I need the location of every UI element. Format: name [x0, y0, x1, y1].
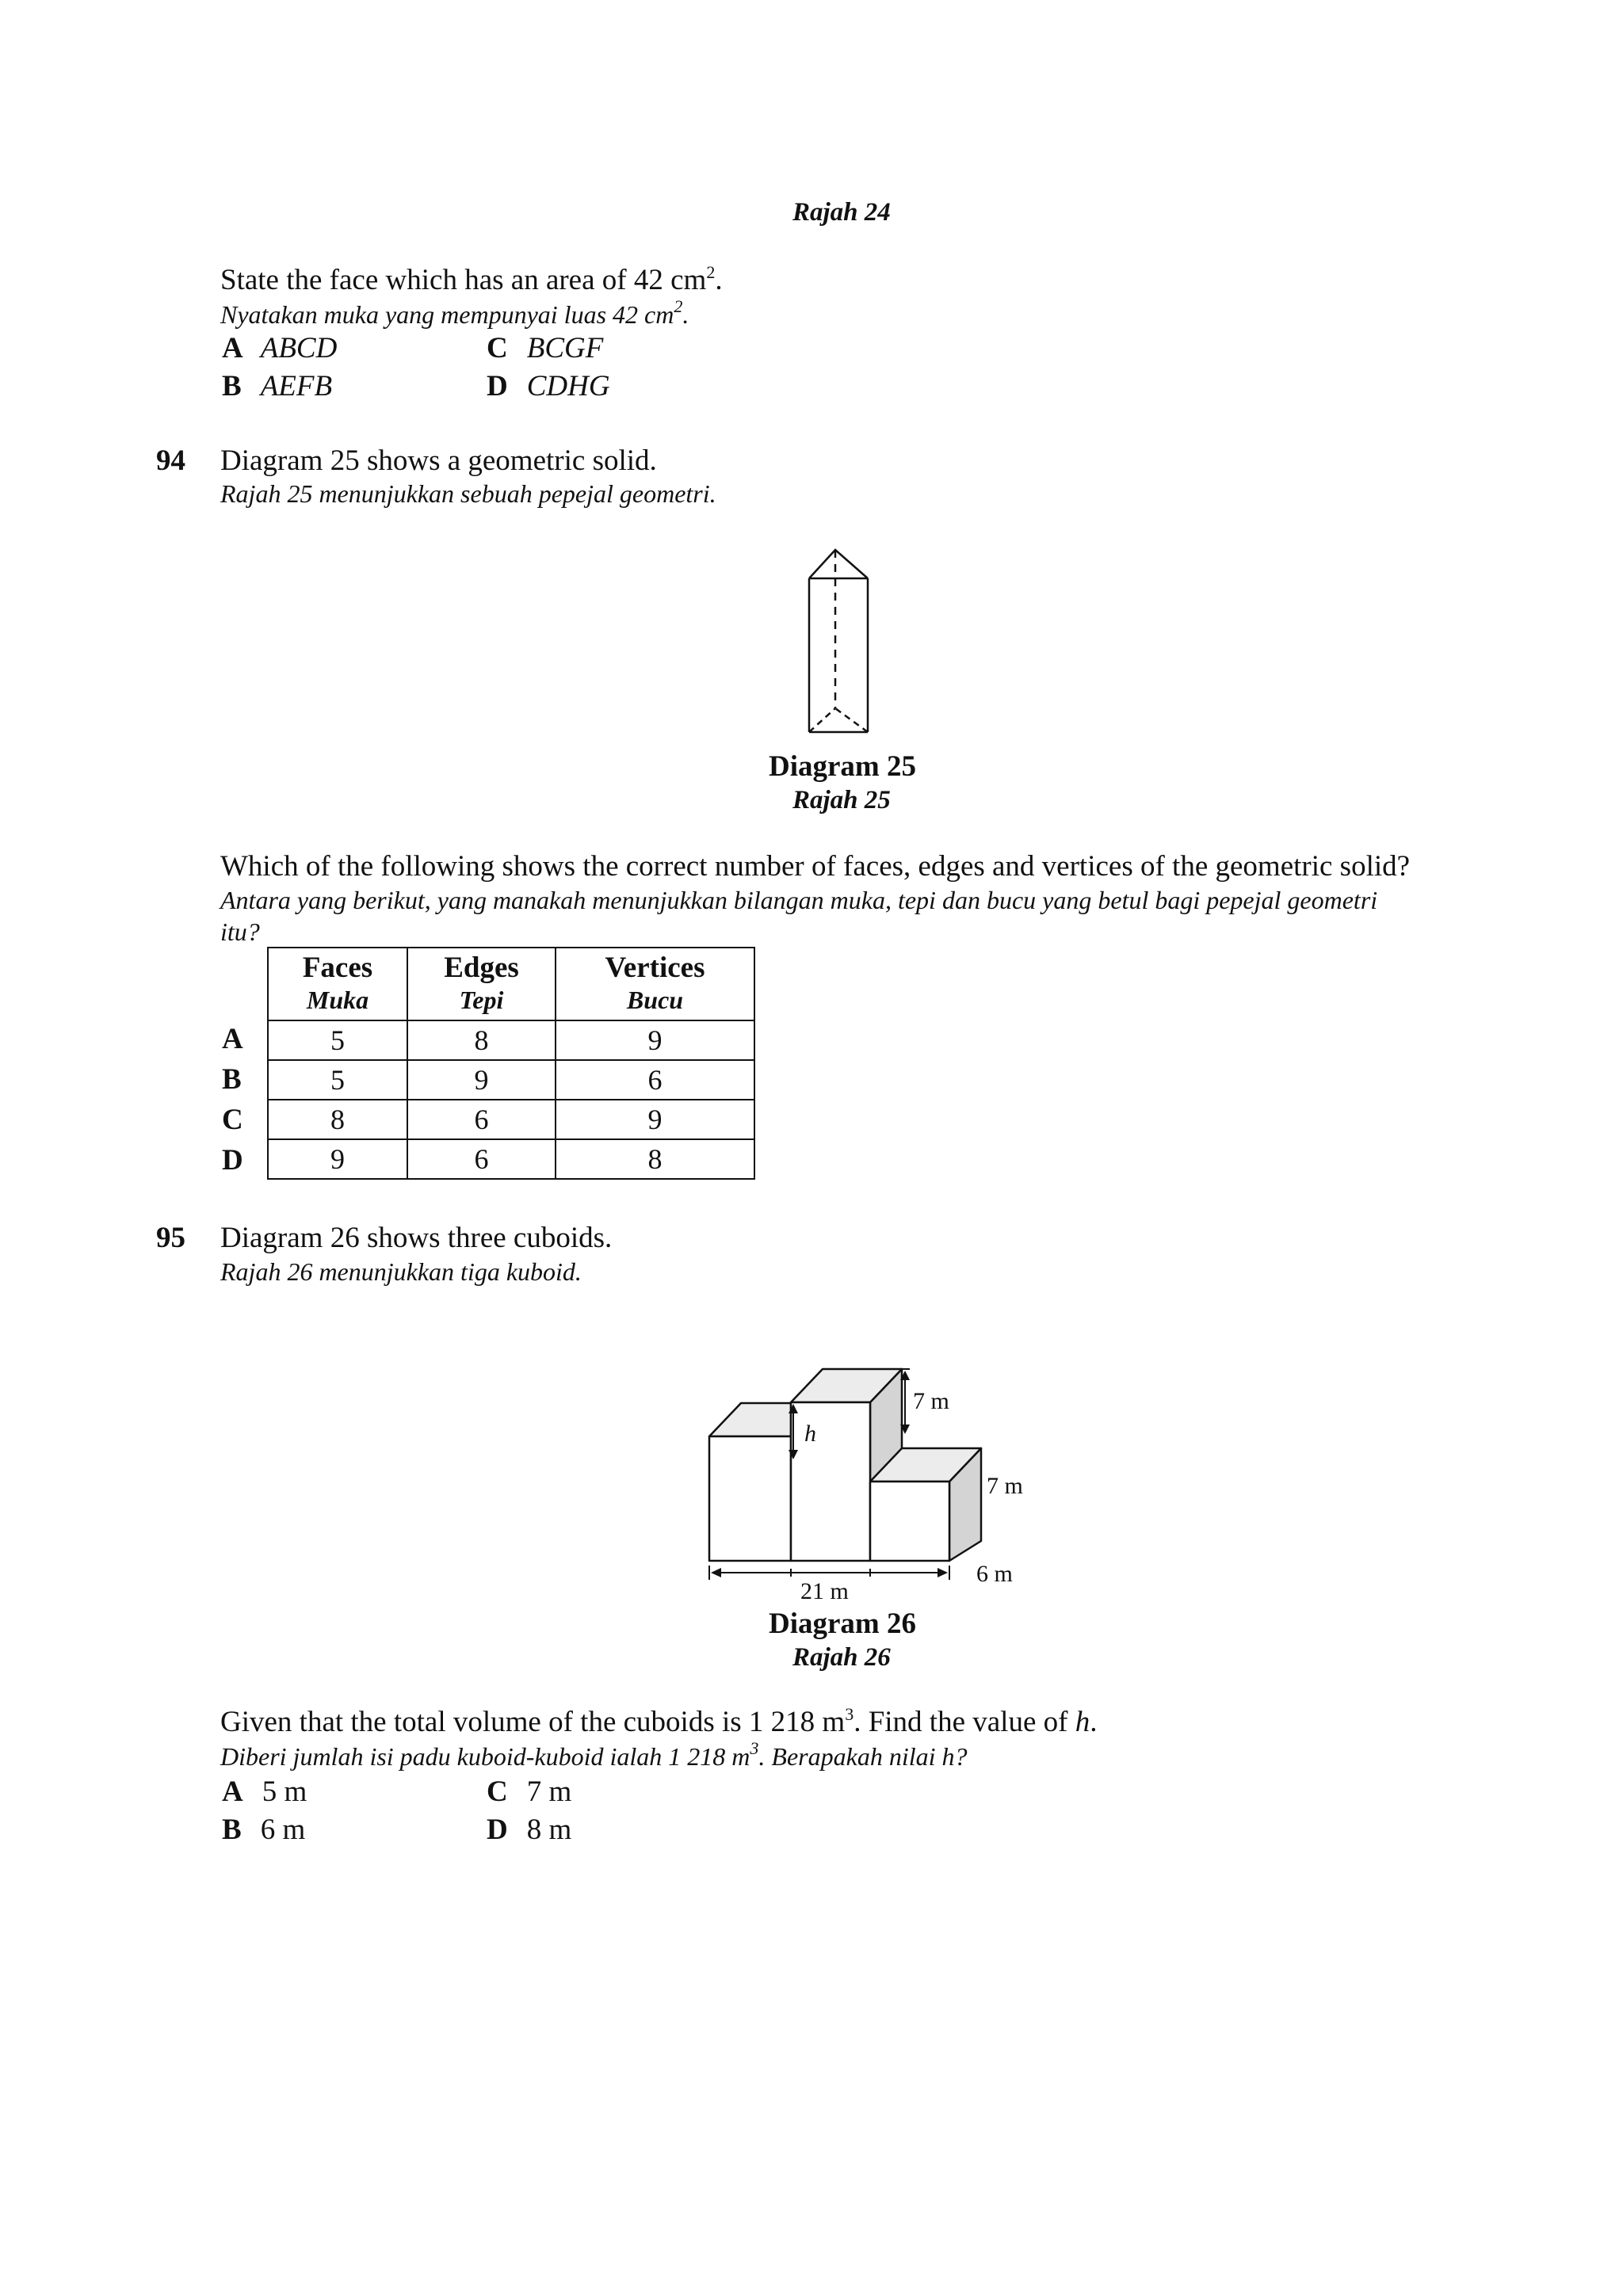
q95-option-c[interactable] — [487, 1775, 571, 1809]
table-cell: 9 — [268, 1139, 407, 1179]
middle-cuboid-front — [791, 1402, 870, 1561]
table-header-row — [268, 948, 754, 1020]
q93-option-a[interactable] — [222, 331, 337, 365]
q94-question-ms-line1: Antara yang berikut, yang manakah menunjukkan bilangan muka, tepi dan bucu yang betul bagi pepejal geometri — [220, 886, 1378, 914]
q95-option-d[interactable] — [487, 1813, 571, 1847]
q94-number: 94 — [156, 444, 185, 477]
q95-number: 95 — [156, 1222, 185, 1254]
q94-question-ms-line2: itu? — [220, 917, 260, 946]
header-faces — [268, 948, 407, 1020]
table-cell: 8 — [268, 1100, 407, 1139]
label-width: 21 m — [800, 1578, 849, 1600]
q94-option-b[interactable]: B — [222, 1063, 242, 1096]
option-letter: D — [487, 370, 508, 402]
label-h: h — [804, 1421, 816, 1447]
header-vertices-ms: Bucu — [626, 986, 684, 1014]
q95-question-ms-sup: 3 — [750, 1738, 759, 1758]
q94-intro-en: Diagram 25 shows a geometric solid. — [220, 444, 657, 477]
q94-option-d[interactable]: D — [222, 1144, 243, 1177]
q95-question-en-end: . — [1090, 1706, 1098, 1738]
table-cell: 5 — [268, 1020, 407, 1060]
table-cell: 9 — [556, 1020, 754, 1060]
table-cell: 5 — [268, 1060, 407, 1100]
left-cuboid-top — [709, 1403, 791, 1436]
diagram-25-prism — [800, 542, 888, 740]
right-cuboid-front — [870, 1482, 949, 1561]
width-arrowhead-left — [711, 1568, 721, 1577]
q94-intro-ms: Rajah 25 menunjukkan sebuah pepejal geometri. — [220, 479, 716, 508]
q95-option-a[interactable] — [222, 1775, 307, 1809]
table-cell: 6 — [556, 1060, 754, 1100]
option-text: 8 m — [526, 1814, 572, 1846]
table-row — [268, 1100, 754, 1139]
prism-top-edges — [809, 550, 868, 578]
table-cell: 9 — [407, 1060, 556, 1100]
option-text: 7 m — [526, 1775, 572, 1808]
option-text: ABCD — [260, 332, 338, 364]
q93-option-c[interactable] — [487, 331, 603, 365]
header-vertices — [556, 948, 754, 1020]
q94-option-a[interactable]: A — [222, 1023, 243, 1055]
q95-question-en-sup: 3 — [845, 1704, 854, 1724]
diagram-26-caption-ms: Rajah 26 — [792, 1643, 891, 1672]
q95-question-en-text: Given that the total volume of the cuboids is 1 218 m — [220, 1706, 846, 1738]
q93-question-ms-text: Nyatakan muka yang mempunyai luas 42 cm — [220, 300, 674, 329]
table-row — [268, 1060, 754, 1100]
option-letter: A — [222, 1775, 243, 1808]
q93-question-en-end: . — [715, 264, 723, 296]
table-cell: 6 — [407, 1139, 556, 1179]
header-faces-ms: Muka — [306, 986, 369, 1014]
option-text: AEFB — [260, 370, 333, 402]
q93-question-en-sup: 2 — [706, 262, 716, 282]
q95-option-b[interactable] — [222, 1813, 305, 1847]
width-arrowhead-right — [938, 1568, 948, 1577]
option-letter: C — [487, 1775, 508, 1808]
q93-option-b[interactable] — [222, 369, 332, 403]
table-cell: 9 — [556, 1100, 754, 1139]
diagram-26-caption-en: Diagram 26 — [769, 1608, 916, 1640]
q93-option-d[interactable] — [487, 369, 610, 403]
q95-intro-en: Diagram 26 shows three cuboids. — [220, 1222, 613, 1254]
header-edges-en: Edges — [444, 952, 519, 984]
q93-question-ms — [220, 296, 689, 330]
q93-question-ms-sup: 2 — [674, 296, 683, 316]
q94-question-en: Which of the following shows the correct number of faces, edges and vertices of the geometric solid? — [220, 850, 1411, 883]
q93-question-en-text: State the face which has an area of 42 cm — [220, 264, 707, 296]
q93-question-ms-end: . — [682, 300, 689, 329]
option-text: 5 m — [262, 1775, 307, 1808]
diagram-25-caption-ms: Rajah 25 — [792, 786, 891, 814]
q95-question-ms-text: Diberi jumlah isi padu kuboid-kuboid ialah 1 218 m — [220, 1742, 750, 1771]
header-faces-en: Faces — [302, 952, 373, 984]
q95-question-en-var: h — [1075, 1706, 1090, 1738]
table-cell: 8 — [407, 1020, 556, 1060]
table-row — [268, 1020, 754, 1060]
q93-question-en — [220, 263, 723, 298]
option-letter: B — [222, 1814, 242, 1846]
option-text: CDHG — [526, 370, 610, 402]
header-edges-ms: Tepi — [459, 986, 504, 1014]
q95-question-en-mid: . Find the value of — [854, 1706, 1075, 1738]
option-letter: B — [222, 370, 242, 402]
option-letter: D — [487, 1814, 508, 1846]
prism-hidden-bottom-left — [809, 708, 835, 732]
diagram-26-cuboids — [697, 1347, 1038, 1600]
header-edges — [407, 948, 556, 1020]
header-vertices-en: Vertices — [605, 952, 705, 984]
q94-option-c[interactable]: C — [222, 1104, 243, 1136]
diagram-25-caption-en: Diagram 25 — [769, 750, 916, 783]
label-top-height: 7 m — [913, 1388, 949, 1414]
label-right-height: 7 m — [987, 1473, 1023, 1499]
q95-question-ms — [220, 1738, 968, 1772]
q95-question-en — [220, 1705, 1097, 1740]
q95-intro-ms: Rajah 26 menunjukkan tiga kuboid. — [220, 1257, 582, 1286]
q94-table — [267, 947, 755, 1180]
prism-hidden-bottom-right — [835, 708, 868, 732]
option-text: 6 m — [260, 1814, 306, 1846]
table-cell: 6 — [407, 1100, 556, 1139]
label-depth: 6 m — [976, 1561, 1013, 1587]
option-text: BCGF — [526, 332, 604, 364]
option-letter: A — [222, 332, 243, 364]
table-cell: 8 — [556, 1139, 754, 1179]
left-cuboid-front — [709, 1436, 791, 1561]
option-letter: C — [487, 332, 508, 364]
table-row — [268, 1139, 754, 1179]
q95-question-ms-end: . Berapakah nilai h? — [758, 1742, 968, 1771]
rajah-24-caption: Rajah 24 — [792, 198, 891, 227]
